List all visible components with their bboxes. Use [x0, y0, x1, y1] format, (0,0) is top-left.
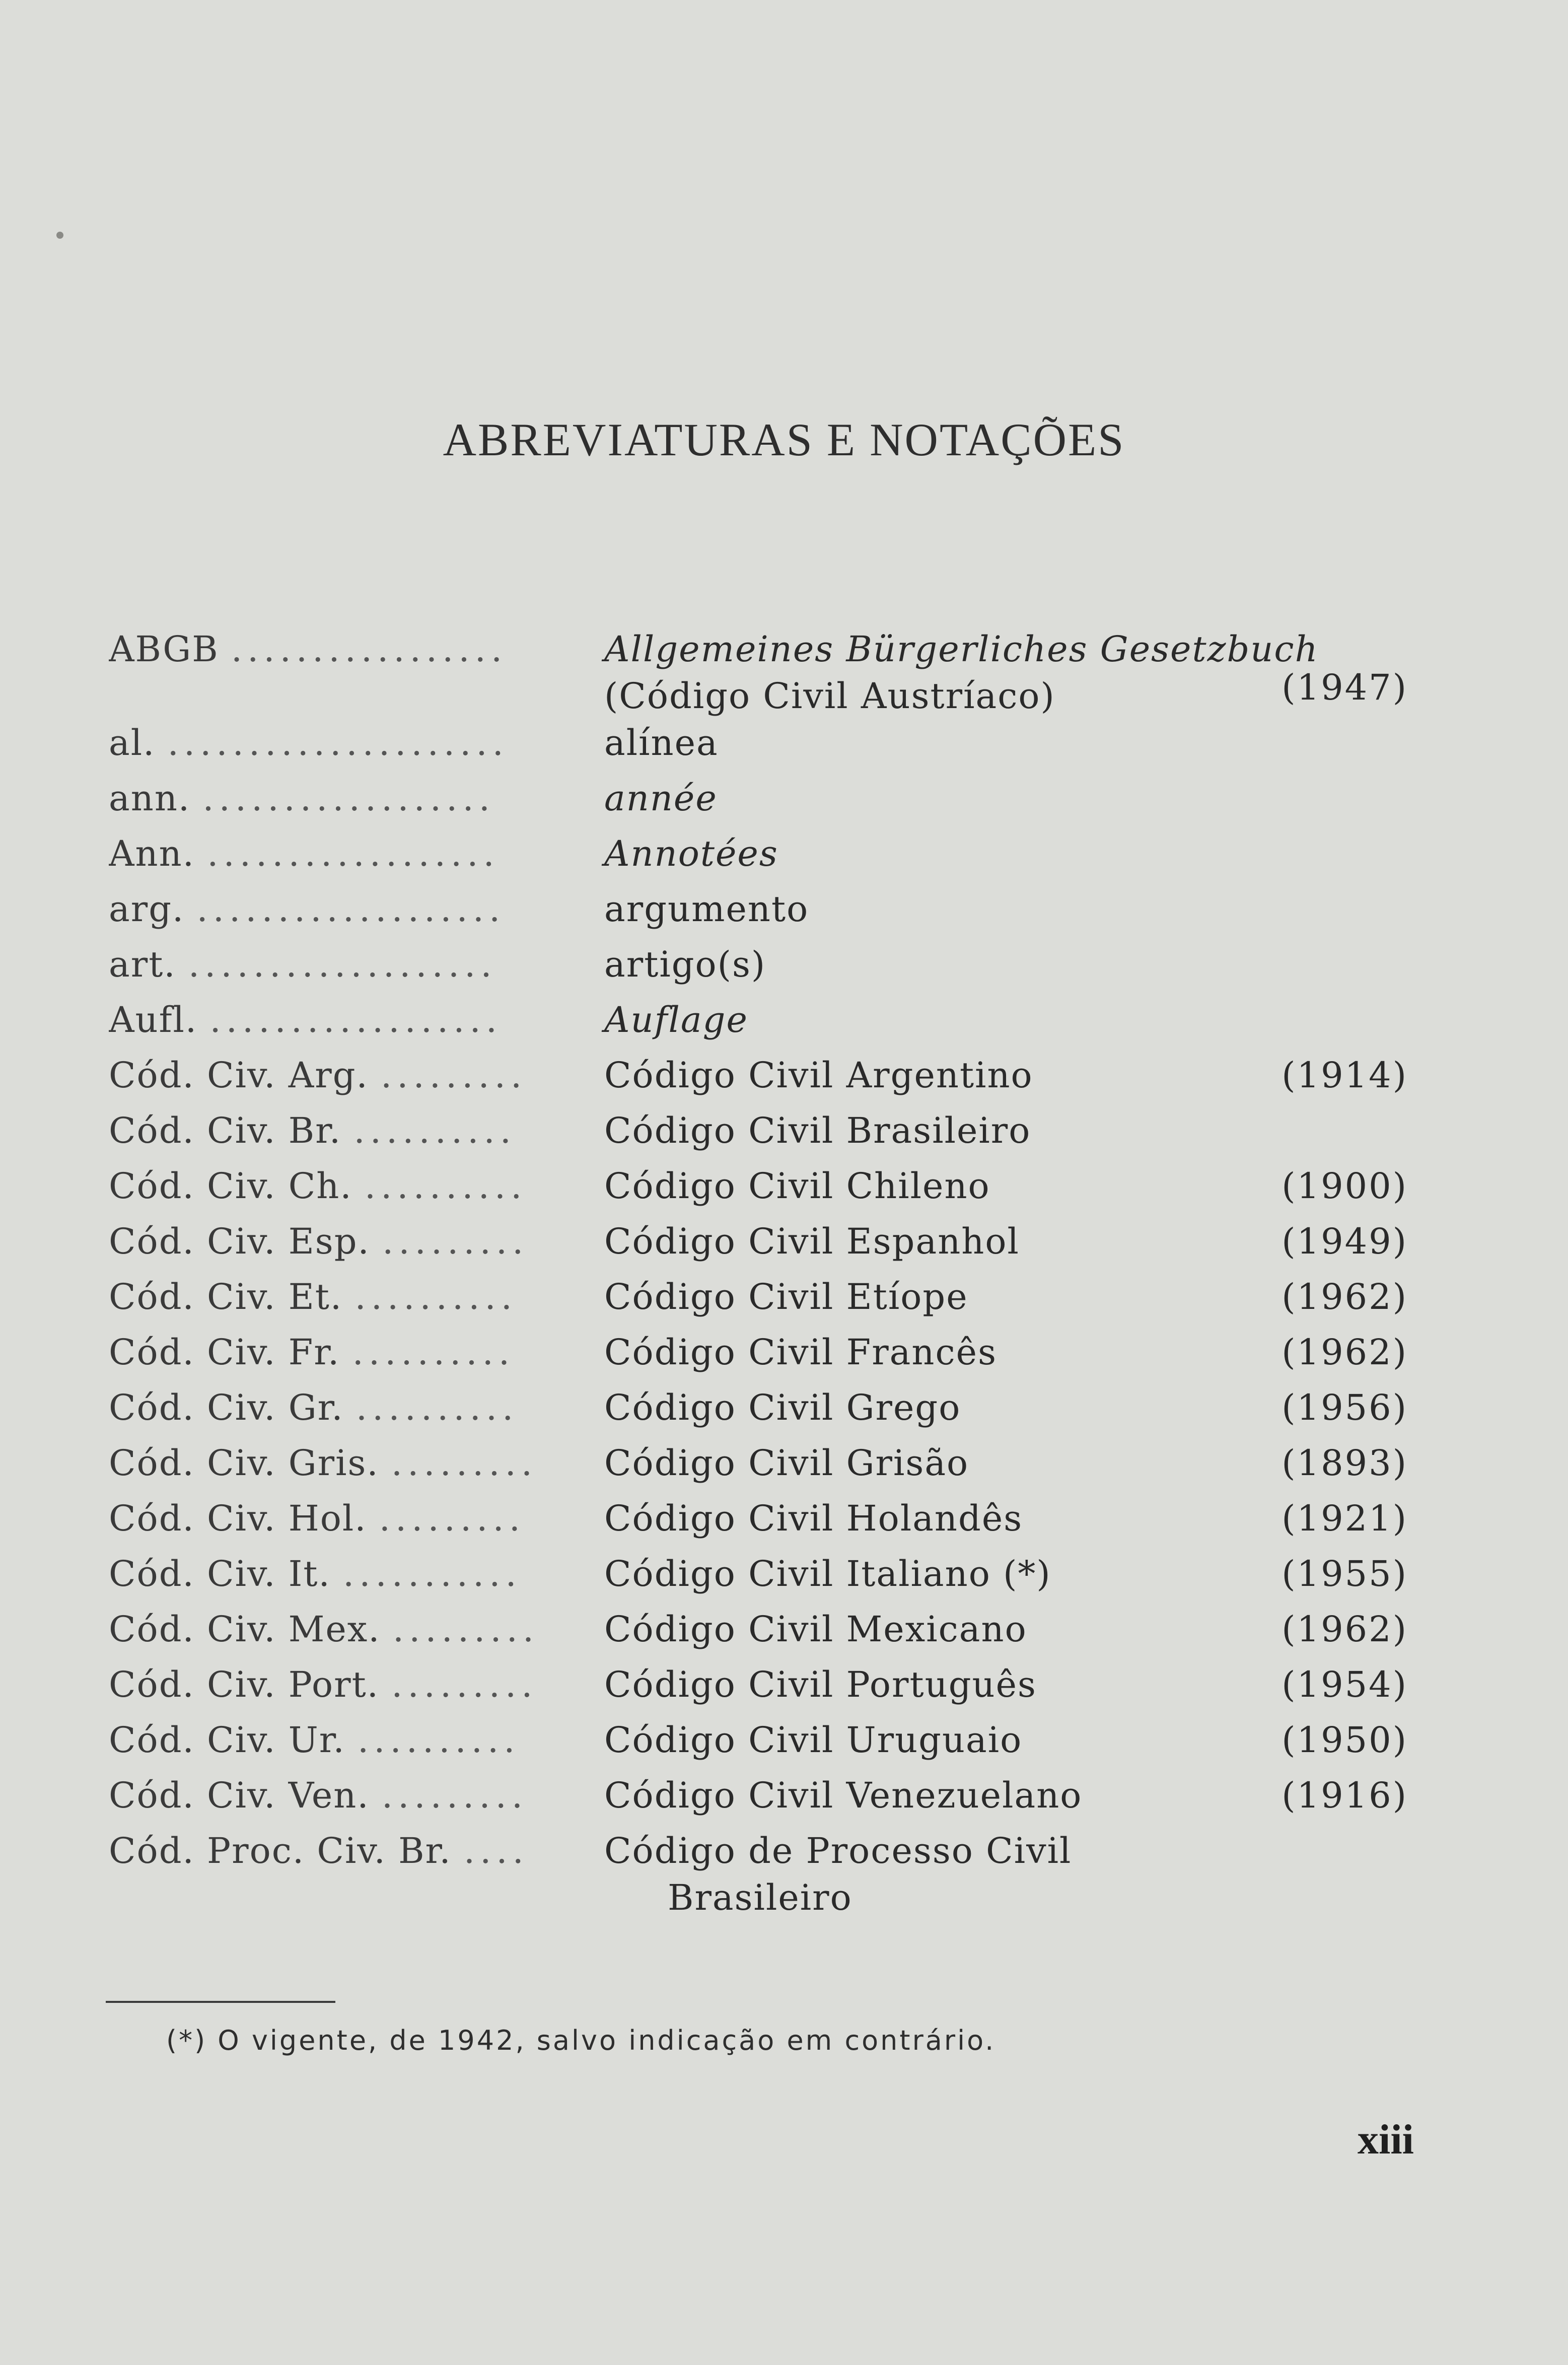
- abbreviation-meaning: Código Civil Argentino: [604, 1055, 1033, 1096]
- abbreviation-term: Cód. Civ. Fr. ..........: [109, 1332, 515, 1373]
- abbreviation-year: (1962): [1281, 1332, 1408, 1373]
- abbreviation-entry: [109, 1602, 1418, 1657]
- abbreviation-entry: [109, 1214, 1418, 1269]
- abbreviation-term: Cód. Civ. Port. .........: [109, 1664, 538, 1705]
- abbreviation-entry: [109, 1657, 1418, 1712]
- abbreviation-term: Cód. Civ. Ur. ..........: [109, 1719, 520, 1761]
- abbreviation-meaning: Código Civil Etíope: [604, 1276, 968, 1317]
- abbreviation-year: (1956): [1281, 1387, 1408, 1428]
- abbreviation-term: al. .....................: [109, 722, 509, 763]
- footnote-divider: [106, 2001, 335, 2003]
- abbreviation-term: Cód. Civ. Gris. .........: [109, 1442, 538, 1484]
- abbreviation-entry: [109, 1823, 1418, 1917]
- abbreviation-year: (1921): [1281, 1498, 1408, 1539]
- abbreviation-entry: [109, 621, 1418, 715]
- abbreviation-term: Aufl. ..................: [109, 999, 502, 1040]
- abbreviation-entry: [109, 1380, 1418, 1435]
- abbreviation-entry: [109, 1546, 1418, 1602]
- abbreviation-meaning: Código Civil Português: [604, 1664, 1037, 1705]
- abbreviation-meaning: Código Civil Mexicano: [604, 1609, 1027, 1650]
- abbreviation-term: Cód. Civ. Esp. .........: [109, 1221, 529, 1262]
- abbreviation-meaning: Allgemeines Bürgerliches Gesetzbuch (Código Civil Austríaco): [604, 629, 1319, 717]
- abbreviation-term: ABGB .................: [109, 629, 508, 670]
- abbreviation-term: arg. ...................: [109, 888, 506, 930]
- abbreviation-meaning: Annotées: [604, 833, 778, 874]
- abbreviation-meaning: année: [604, 778, 718, 819]
- abbreviation-meaning: Código Civil Chileno: [604, 1165, 990, 1207]
- abbreviation-year: (1916): [1281, 1775, 1408, 1816]
- abbreviation-year: (1900): [1281, 1165, 1408, 1207]
- abbreviation-meaning: Auflage: [604, 999, 748, 1040]
- abbreviation-year: (1962): [1281, 1609, 1408, 1650]
- abbreviation-year: (1949): [1281, 1221, 1408, 1262]
- abbreviation-meaning: Código Civil Grego: [604, 1387, 961, 1428]
- abbreviation-term: Cód. Civ. Arg. .........: [109, 1055, 527, 1096]
- abbreviation-year: (1914): [1281, 1055, 1408, 1096]
- abbreviation-entry: [109, 1435, 1418, 1491]
- abbreviation-meaning-line2: Brasileiro: [668, 1877, 852, 1918]
- abbreviation-entry: [109, 937, 1418, 992]
- abbreviation-entry: [109, 1269, 1418, 1325]
- abbreviation-entry: [109, 1491, 1418, 1546]
- abbreviation-meaning: Código Civil Espanhol: [604, 1221, 1020, 1262]
- abbreviation-meaning-line2: (Código Civil Austríaco): [604, 675, 1055, 717]
- abbreviation-term: Cód. Civ. Gr. ..........: [109, 1387, 519, 1428]
- abbreviation-entry: [109, 1768, 1418, 1823]
- abbreviation-year: (1955): [1281, 1553, 1408, 1594]
- abbreviation-entry: [109, 992, 1418, 1048]
- abbreviation-term: Cód. Civ. Mex. .........: [109, 1609, 539, 1650]
- abbreviation-year: (1962): [1281, 1276, 1408, 1317]
- abbreviation-entry: [109, 1325, 1418, 1380]
- abbreviation-meaning: Código Civil Venezuelano: [604, 1775, 1083, 1816]
- abbreviation-entry: [109, 715, 1418, 771]
- abbreviation-term: Cód. Civ. Ven. .........: [109, 1775, 528, 1816]
- abbreviation-meaning: Código de Processo Civil Brasileiro: [604, 1830, 1072, 1918]
- abbreviation-term: Cód. Proc. Civ. Br. ....: [109, 1830, 529, 1871]
- abbreviation-term: art. ...................: [109, 944, 497, 985]
- page-number: xiii: [1357, 2116, 1414, 2163]
- abbreviation-entry: [109, 1048, 1418, 1103]
- abbreviation-year: (1954): [1281, 1664, 1408, 1705]
- abbreviation-entry: [109, 881, 1418, 937]
- abbreviation-meaning: Código Civil Italiano (*): [604, 1553, 1051, 1594]
- abbreviation-meaning: Código Civil Grisão: [604, 1442, 969, 1484]
- abbreviation-meaning: Código Civil Francês: [604, 1332, 997, 1373]
- abbreviation-term: Ann. ..................: [109, 833, 500, 874]
- abbreviation-meaning: artigo(s): [604, 944, 766, 985]
- page-title: ABREVIATURAS E NOTAÇÕES: [443, 414, 1125, 465]
- abbreviation-meaning: Código Civil Uruguaio: [604, 1719, 1023, 1761]
- abbreviation-entry: [109, 771, 1418, 826]
- abbreviation-meaning: alínea: [604, 722, 719, 763]
- abbreviation-year: (1893): [1281, 1442, 1408, 1484]
- footnote: (*) O vigente, de 1942, salvo indicação em contrário.: [166, 2025, 996, 2056]
- abbreviation-year: (1947): [1281, 667, 1408, 708]
- abbreviation-entry: [109, 1712, 1418, 1768]
- abbreviation-term: Cód. Civ. Br. ..........: [109, 1110, 516, 1151]
- abbreviation-year: (1950): [1281, 1719, 1408, 1761]
- abbreviation-meaning: argumento: [604, 888, 809, 930]
- abbreviation-term: ann. ..................: [109, 778, 495, 819]
- abbreviation-term: Cód. Civ. Et. ..........: [109, 1276, 517, 1317]
- abbreviation-entry: [109, 1103, 1418, 1158]
- abbreviation-meaning: Código Civil Holandês: [604, 1498, 1023, 1539]
- abbreviation-list: [109, 621, 1418, 1917]
- scan-speck: [56, 232, 63, 239]
- abbreviation-entry: [109, 826, 1418, 881]
- abbreviation-meaning: Código Civil Brasileiro: [604, 1110, 1031, 1151]
- abbreviation-term: Cód. Civ. Ch. ..........: [109, 1165, 527, 1207]
- abbreviation-entry: [109, 1158, 1418, 1214]
- abbreviation-term: Cód. Civ. Hol. .........: [109, 1498, 526, 1539]
- abbreviation-term: Cód. Civ. It. ...........: [109, 1553, 522, 1594]
